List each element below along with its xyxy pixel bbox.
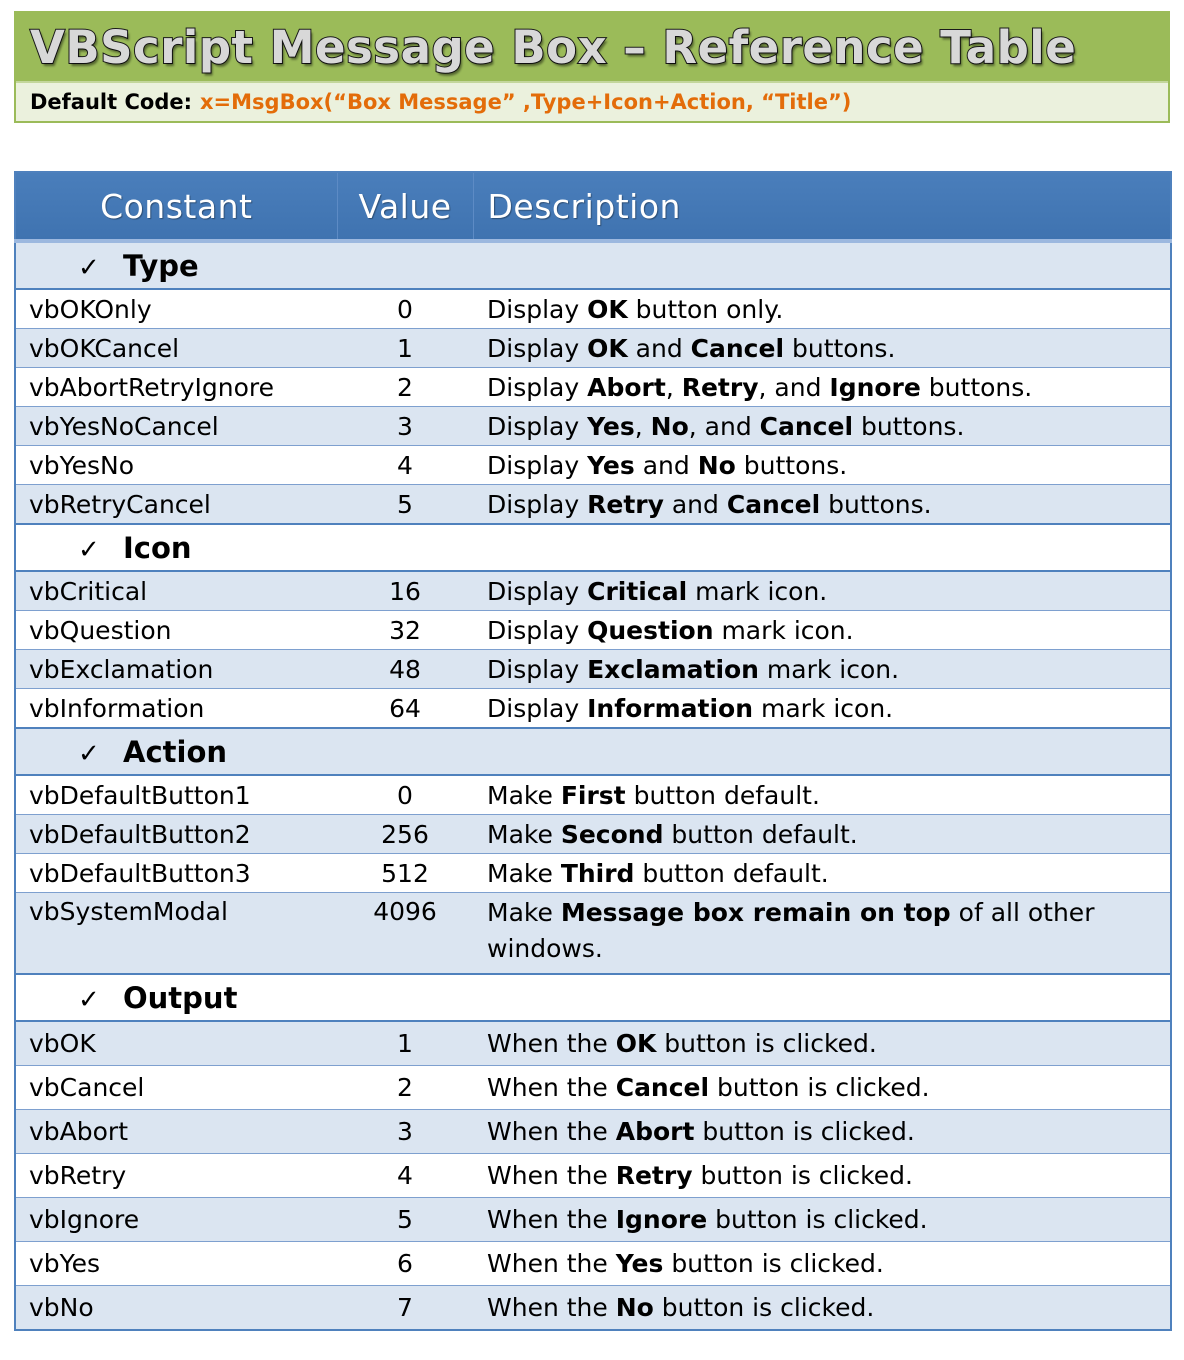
constant-cell: vbYesNo bbox=[15, 446, 337, 485]
desc-emphasis: Information bbox=[587, 693, 754, 723]
value-cell: 48 bbox=[337, 650, 473, 689]
desc-emphasis: Cancel bbox=[759, 411, 854, 441]
desc-text: Display bbox=[487, 654, 588, 684]
table-row bbox=[15, 485, 1171, 525]
desc-text: Make bbox=[487, 819, 561, 849]
desc-emphasis: Question bbox=[587, 615, 714, 645]
constant-cell: vbNo bbox=[15, 1286, 337, 1331]
desc-emphasis: Retry bbox=[615, 1161, 693, 1190]
section-label: Icon bbox=[123, 530, 192, 565]
constant-cell: vbSystemModal bbox=[15, 893, 337, 975]
section-spacer bbox=[337, 241, 473, 289]
desc-text: , and bbox=[758, 372, 830, 402]
desc-emphasis: OK bbox=[615, 1029, 657, 1058]
value-cell: 2 bbox=[337, 1066, 473, 1110]
checkmark-icon: ✓ bbox=[78, 984, 100, 1015]
description-cell bbox=[473, 893, 1171, 975]
section-spacer bbox=[337, 524, 473, 571]
section-spacer bbox=[473, 728, 1171, 775]
desc-text: Display bbox=[487, 693, 588, 723]
desc-text: button is clicked. bbox=[694, 1117, 915, 1146]
value-cell: 0 bbox=[337, 289, 473, 329]
desc-emphasis: Second bbox=[560, 819, 664, 849]
desc-text: Make bbox=[487, 898, 561, 927]
desc-text: button is clicked. bbox=[707, 1205, 928, 1234]
desc-text: button is clicked. bbox=[656, 1029, 877, 1058]
value-cell: 32 bbox=[337, 611, 473, 650]
desc-text: buttons. bbox=[920, 372, 1033, 402]
description-cell bbox=[473, 485, 1171, 525]
desc-emphasis: Ignore bbox=[615, 1205, 708, 1234]
section-row-icon bbox=[15, 524, 1171, 571]
desc-text: Display bbox=[487, 489, 588, 519]
desc-text: Display bbox=[487, 450, 588, 480]
value-cell: 1 bbox=[337, 329, 473, 368]
description-cell bbox=[473, 1066, 1171, 1110]
desc-emphasis: No bbox=[697, 450, 736, 480]
desc-emphasis: First bbox=[560, 780, 626, 810]
desc-text: mark icon. bbox=[713, 615, 854, 645]
value-cell: 3 bbox=[337, 1110, 473, 1154]
value-cell: 16 bbox=[337, 571, 473, 611]
title-banner bbox=[14, 11, 1170, 123]
value-cell: 512 bbox=[337, 854, 473, 893]
constant-cell: vbRetryCancel bbox=[15, 485, 337, 525]
description-cell bbox=[473, 1021, 1171, 1066]
section-row-type bbox=[15, 241, 1171, 289]
desc-emphasis: Abort bbox=[615, 1117, 695, 1146]
description-cell bbox=[473, 815, 1171, 854]
value-cell: 4 bbox=[337, 446, 473, 485]
constant-cell: vbExclamation bbox=[15, 650, 337, 689]
desc-text: button default. bbox=[663, 819, 858, 849]
desc-text: buttons. bbox=[820, 489, 932, 519]
value-cell: 1 bbox=[337, 1021, 473, 1066]
desc-text: button is clicked. bbox=[653, 1293, 875, 1322]
default-code-bar bbox=[16, 81, 1168, 121]
desc-text: Display bbox=[487, 294, 588, 324]
desc-text: , and bbox=[688, 411, 760, 441]
constant-cell: vbInformation bbox=[15, 689, 337, 729]
constant-cell: vbAbortRetryIgnore bbox=[15, 368, 337, 407]
desc-text: mark icon. bbox=[758, 654, 900, 684]
section-heading bbox=[15, 241, 337, 289]
desc-text: button is clicked. bbox=[709, 1073, 930, 1102]
description-cell bbox=[473, 1286, 1171, 1331]
description-cell bbox=[473, 1154, 1171, 1198]
table-row bbox=[15, 611, 1171, 650]
desc-text: button only. bbox=[627, 294, 784, 324]
table-row bbox=[15, 689, 1171, 729]
value-cell: 2 bbox=[337, 368, 473, 407]
table-row bbox=[15, 815, 1171, 854]
section-row-action bbox=[15, 728, 1171, 775]
column-header-value: Value bbox=[337, 172, 473, 241]
desc-emphasis: OK bbox=[587, 294, 628, 324]
desc-emphasis: Yes bbox=[587, 450, 635, 480]
table-row bbox=[15, 650, 1171, 689]
description-cell bbox=[473, 1242, 1171, 1286]
checkmark-icon: ✓ bbox=[78, 252, 100, 283]
desc-text: button default. bbox=[634, 858, 829, 888]
desc-emphasis: Critical bbox=[587, 576, 688, 606]
description-cell bbox=[473, 611, 1171, 650]
page-title: VBScript Message Box – Reference Table bbox=[30, 20, 1077, 74]
section-spacer bbox=[473, 241, 1171, 289]
table-row bbox=[15, 329, 1171, 368]
desc-text: Display bbox=[487, 372, 588, 402]
description-cell bbox=[473, 689, 1171, 729]
desc-emphasis: Message box remain on top bbox=[560, 898, 951, 927]
section-spacer bbox=[473, 974, 1171, 1021]
desc-emphasis: No bbox=[615, 1293, 654, 1322]
desc-emphasis: OK bbox=[587, 333, 628, 363]
desc-emphasis: No bbox=[650, 411, 689, 441]
checkmark-icon: ✓ bbox=[78, 738, 100, 769]
desc-emphasis: Exclamation bbox=[587, 654, 759, 684]
desc-text: When the bbox=[487, 1029, 616, 1058]
desc-text: When the bbox=[487, 1073, 616, 1102]
desc-text: and bbox=[663, 489, 727, 519]
table-row bbox=[15, 1198, 1171, 1242]
section-spacer bbox=[337, 728, 473, 775]
value-cell: 4 bbox=[337, 1154, 473, 1198]
default-code-label: Default Code: bbox=[30, 90, 192, 114]
table-header-row bbox=[15, 172, 1171, 241]
description-cell bbox=[473, 1110, 1171, 1154]
section-row-output bbox=[15, 974, 1171, 1021]
table-row bbox=[15, 1066, 1171, 1110]
constant-cell: vbOKOnly bbox=[15, 289, 337, 329]
desc-text: When the bbox=[487, 1293, 616, 1322]
description-cell bbox=[473, 1198, 1171, 1242]
desc-text: Display bbox=[487, 576, 588, 606]
desc-text: Display bbox=[487, 411, 588, 441]
desc-text: Make bbox=[487, 780, 561, 810]
desc-text: Display bbox=[487, 333, 588, 363]
section-label: Action bbox=[123, 734, 228, 769]
desc-text: , bbox=[665, 372, 682, 402]
value-cell: 7 bbox=[337, 1286, 473, 1331]
desc-text: and bbox=[634, 450, 698, 480]
desc-emphasis: Yes bbox=[587, 411, 635, 441]
table-row bbox=[15, 1110, 1171, 1154]
constant-cell: vbRetry bbox=[15, 1154, 337, 1198]
desc-emphasis: Cancel bbox=[690, 333, 785, 363]
section-heading bbox=[15, 728, 337, 775]
desc-text: mark icon. bbox=[753, 693, 894, 723]
description-cell bbox=[473, 775, 1171, 815]
section-spacer bbox=[473, 524, 1171, 571]
description-cell bbox=[473, 571, 1171, 611]
section-label: Output bbox=[123, 980, 238, 1015]
section-heading bbox=[15, 974, 337, 1021]
desc-text: of all other windows. bbox=[487, 898, 1095, 963]
desc-emphasis: Ignore bbox=[829, 372, 921, 402]
desc-text: When the bbox=[487, 1161, 616, 1190]
constant-cell: vbIgnore bbox=[15, 1198, 337, 1242]
desc-emphasis: Cancel bbox=[615, 1073, 710, 1102]
reference-table bbox=[14, 171, 1172, 1331]
desc-emphasis: Cancel bbox=[726, 489, 821, 519]
default-code: x=MsgBox(“Box Message” ,Type+Icon+Action, “Title”) bbox=[200, 90, 852, 114]
column-header-description: Description bbox=[473, 172, 1171, 241]
description-cell bbox=[473, 446, 1171, 485]
value-cell: 5 bbox=[337, 485, 473, 525]
desc-text: Display bbox=[487, 615, 588, 645]
desc-text: Make bbox=[487, 858, 561, 888]
constant-cell: vbCancel bbox=[15, 1066, 337, 1110]
desc-text: When the bbox=[487, 1205, 616, 1234]
constant-cell: vbCritical bbox=[15, 571, 337, 611]
section-spacer bbox=[337, 974, 473, 1021]
section-label: Type bbox=[123, 248, 199, 283]
value-cell: 6 bbox=[337, 1242, 473, 1286]
description-cell bbox=[473, 329, 1171, 368]
value-cell: 5 bbox=[337, 1198, 473, 1242]
desc-text: and bbox=[627, 333, 691, 363]
value-cell: 3 bbox=[337, 407, 473, 446]
desc-text: buttons. bbox=[784, 333, 896, 363]
desc-emphasis: Third bbox=[560, 858, 635, 888]
column-header-constant: Constant bbox=[15, 172, 337, 241]
desc-text: When the bbox=[487, 1117, 616, 1146]
constant-cell: vbDefaultButton2 bbox=[15, 815, 337, 854]
table-row bbox=[15, 1021, 1171, 1066]
value-cell: 64 bbox=[337, 689, 473, 729]
section-heading bbox=[15, 524, 337, 571]
value-cell: 256 bbox=[337, 815, 473, 854]
desc-text: , bbox=[634, 411, 651, 441]
description-cell bbox=[473, 650, 1171, 689]
title-bar bbox=[16, 13, 1168, 81]
constant-cell: vbYes bbox=[15, 1242, 337, 1286]
constant-cell: vbOKCancel bbox=[15, 329, 337, 368]
desc-emphasis: Retry bbox=[587, 489, 664, 519]
table-row bbox=[15, 571, 1171, 611]
constant-cell: vbDefaultButton1 bbox=[15, 775, 337, 815]
desc-text: button default. bbox=[625, 780, 820, 810]
table-row bbox=[15, 1242, 1171, 1286]
table-row bbox=[15, 407, 1171, 446]
value-cell: 4096 bbox=[337, 893, 473, 975]
desc-emphasis: Yes bbox=[615, 1249, 664, 1278]
constant-cell: vbAbort bbox=[15, 1110, 337, 1154]
table-row bbox=[15, 368, 1171, 407]
constant-cell: vbYesNoCancel bbox=[15, 407, 337, 446]
desc-emphasis: Retry bbox=[681, 372, 759, 402]
description-cell bbox=[473, 854, 1171, 893]
desc-text: button is clicked. bbox=[663, 1249, 884, 1278]
description-cell bbox=[473, 368, 1171, 407]
constant-cell: vbDefaultButton3 bbox=[15, 854, 337, 893]
table-row bbox=[15, 893, 1171, 975]
table-row bbox=[15, 289, 1171, 329]
desc-text: When the bbox=[487, 1249, 616, 1278]
constant-cell: vbQuestion bbox=[15, 611, 337, 650]
value-cell: 0 bbox=[337, 775, 473, 815]
constant-cell: vbOK bbox=[15, 1021, 337, 1066]
table-row bbox=[15, 1154, 1171, 1198]
table-row bbox=[15, 775, 1171, 815]
desc-text: buttons. bbox=[853, 411, 965, 441]
table-row bbox=[15, 446, 1171, 485]
table-row bbox=[15, 854, 1171, 893]
desc-text: button is clicked. bbox=[692, 1161, 913, 1190]
desc-text: buttons. bbox=[735, 450, 848, 480]
desc-text: mark icon. bbox=[687, 576, 828, 606]
table-row bbox=[15, 1286, 1171, 1331]
description-cell bbox=[473, 289, 1171, 329]
description-cell bbox=[473, 407, 1171, 446]
desc-emphasis: Abort bbox=[587, 372, 666, 402]
checkmark-icon: ✓ bbox=[78, 534, 100, 565]
